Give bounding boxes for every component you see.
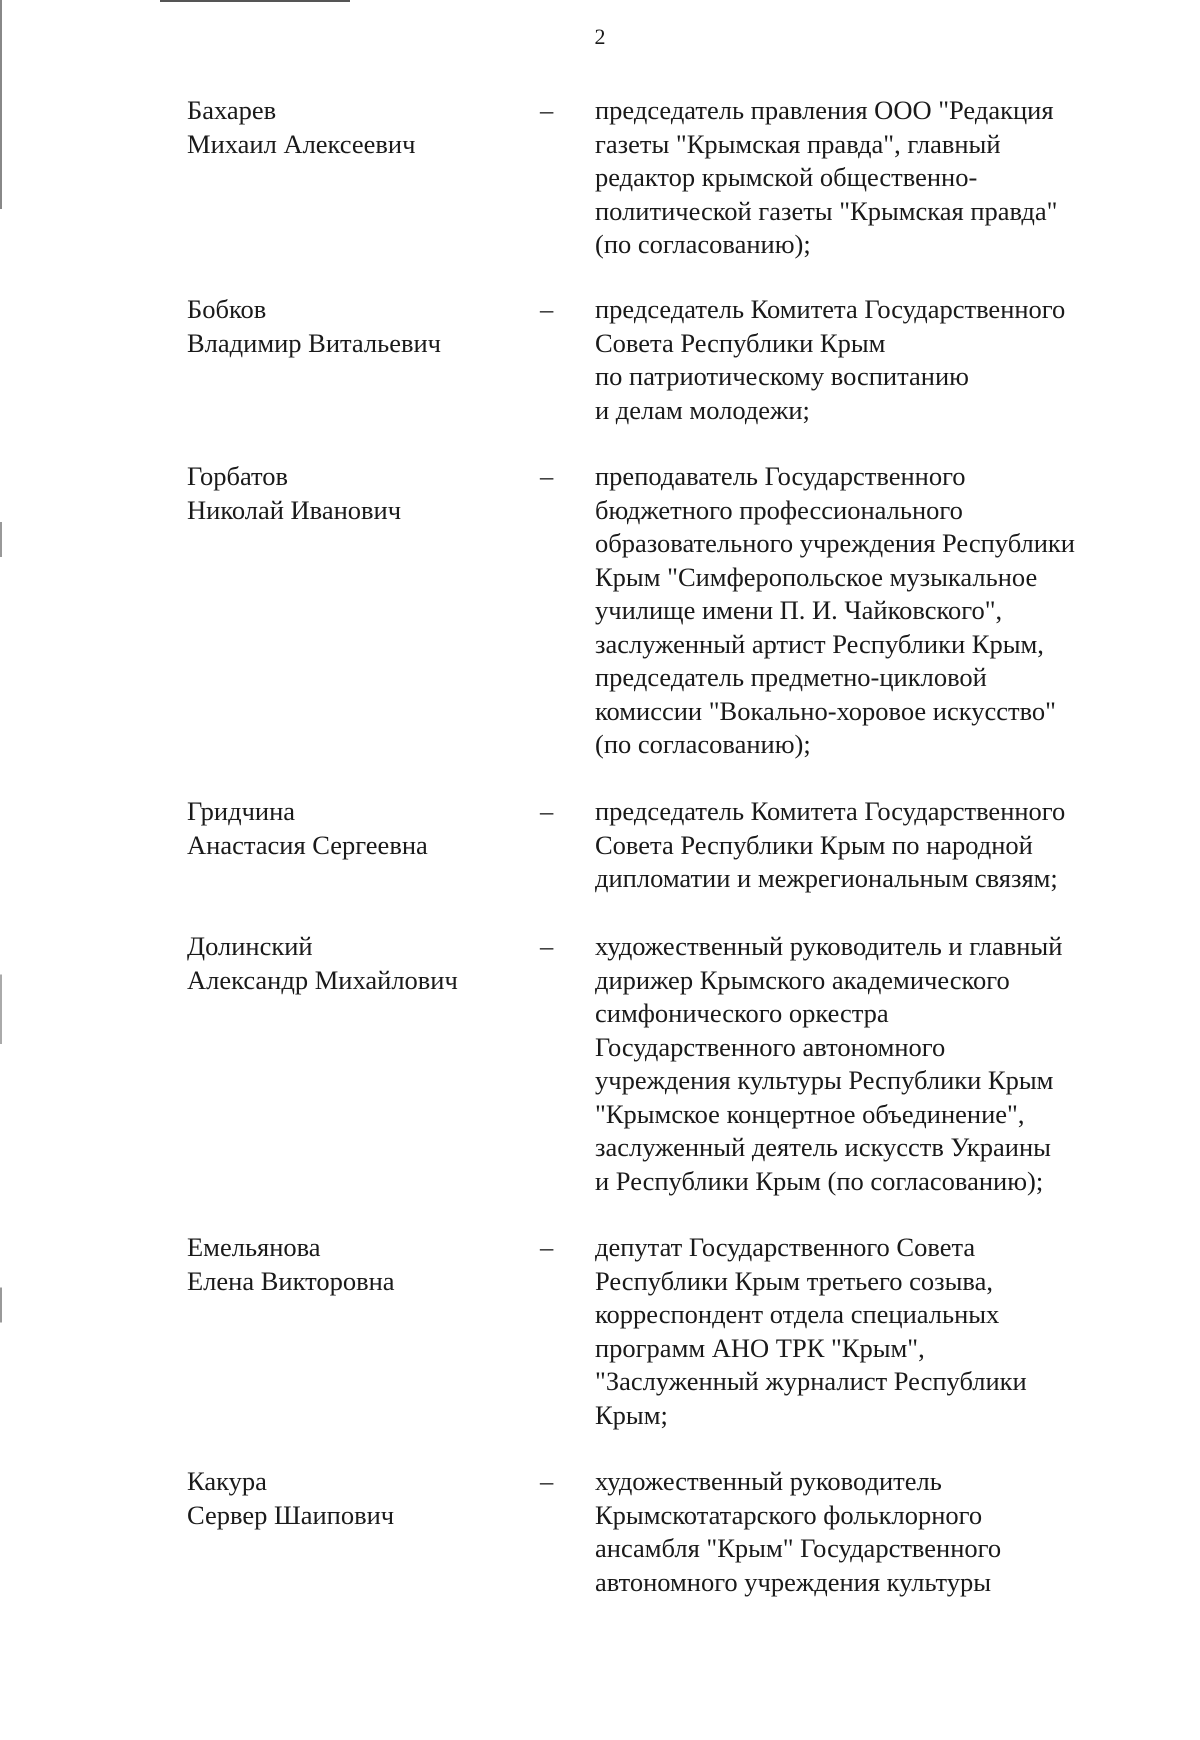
member-given-name: Николай Иванович (187, 494, 402, 525)
position-line: и делам молодежи; (595, 394, 810, 425)
member-name (187, 795, 517, 862)
entry-dash: – (540, 294, 554, 324)
position-line: газеты "Крымская правда", главный (595, 128, 1001, 159)
member-given-name: Елена Викторовна (187, 1265, 395, 1296)
position-line: преподаватель Государственного (595, 461, 966, 491)
member-given-name: Анастасия Сергеевна (187, 829, 428, 860)
position-line: Государственного автономного (595, 1031, 946, 1062)
member-position (595, 795, 1135, 896)
entry-dash: – (540, 95, 554, 125)
position-line: председатель правления ООО "Редакция (595, 95, 1054, 125)
position-line: художественный руководитель и главный (595, 931, 1063, 961)
position-line: (по согласованию); (595, 729, 811, 759)
member-position (595, 94, 1135, 262)
position-line: учреждения культуры Республики Крым (595, 1065, 1054, 1095)
position-line: бюджетного профессионального (595, 494, 963, 525)
member-position (595, 1465, 1135, 1599)
entry-dash: – (540, 931, 554, 961)
position-line: "Заслуженный журналист Республики (595, 1366, 1027, 1396)
member-position (595, 1231, 1135, 1432)
member-surname: Гридчина (187, 796, 296, 826)
position-line: по патриотическому воспитанию (595, 361, 969, 391)
member-given-name: Сервер Шаипович (187, 1499, 395, 1530)
top-rule (160, 0, 350, 2)
entry-dash: – (540, 461, 554, 491)
position-line: депутат Государственного Совета (595, 1232, 976, 1262)
member-position (595, 460, 1135, 762)
position-line: председатель Комитета Государственного (595, 796, 1066, 826)
member-name (187, 1465, 517, 1532)
position-line: и Республики Крым (по согласованию); (595, 1165, 1044, 1196)
member-surname: Емельянова (187, 1232, 321, 1262)
entry-dash: – (540, 1232, 554, 1262)
member-name (187, 1231, 517, 1298)
member-name (187, 460, 517, 527)
position-line: заслуженный деятель искусств Украины (595, 1132, 1051, 1162)
member-surname: Бахарев (187, 95, 277, 125)
position-line: редактор крымской общественно- (595, 162, 978, 192)
position-line: дипломатии и межрегиональным связям; (595, 863, 1058, 893)
position-line: образовательного учреждения Республики (595, 528, 1075, 558)
member-surname: Какура (187, 1466, 267, 1496)
position-line: училище имени П. И. Чайковского", (595, 595, 1003, 625)
member-name (187, 930, 517, 997)
member-position (595, 930, 1135, 1198)
position-line: Крымскотатарского фольклорного (595, 1499, 983, 1530)
position-line: председатель предметно-цикловой (595, 662, 987, 692)
position-line: заслуженный артист Республики Крым, (595, 628, 1044, 659)
position-line: (по согласованию); (595, 229, 811, 259)
position-line: Республики Крым третьего созыва, (595, 1265, 993, 1296)
position-line: симфонического оркестра (595, 998, 889, 1028)
member-surname: Бобков (187, 294, 267, 324)
position-line: программ АНО ТРК "Крым", (595, 1332, 925, 1363)
member-given-name: Александр Михайлович (187, 964, 458, 995)
member-name (187, 293, 517, 360)
member-given-name: Владимир Витальевич (187, 327, 442, 358)
position-line: Крым; (595, 1399, 668, 1430)
position-line: политической газеты "Крымская правда" (595, 195, 1058, 226)
position-line: председатель Комитета Государственного (595, 294, 1066, 324)
position-line: художественный руководитель (595, 1466, 942, 1496)
entry-dash: – (540, 1466, 554, 1496)
scan-left-edge (0, 0, 2, 1740)
member-surname: Горбатов (187, 461, 289, 491)
position-line: Крым "Симферопольское музыкальное (595, 561, 1038, 592)
position-line: Совета Республики Крым по народной (595, 829, 1033, 860)
page-number: 2 (594, 24, 606, 49)
position-line: "Крымское концертное объединение", (595, 1098, 1025, 1129)
position-line: Совета Республики Крым (595, 327, 886, 358)
member-given-name: Михаил Алексеевич (187, 128, 416, 159)
member-surname: Долинский (187, 931, 313, 961)
position-line: автономного учреждения культуры (595, 1566, 992, 1597)
entry-dash: – (540, 796, 554, 826)
position-line: ансамбля "Крым" Государственного (595, 1533, 1002, 1563)
position-line: дирижер Крымского академического (595, 964, 1010, 995)
member-name (187, 94, 517, 161)
member-position (595, 293, 1135, 427)
position-line: комиссии "Вокально-хоровое искусство" (595, 695, 1056, 726)
position-line: корреспондент отдела специальных (595, 1299, 1000, 1329)
